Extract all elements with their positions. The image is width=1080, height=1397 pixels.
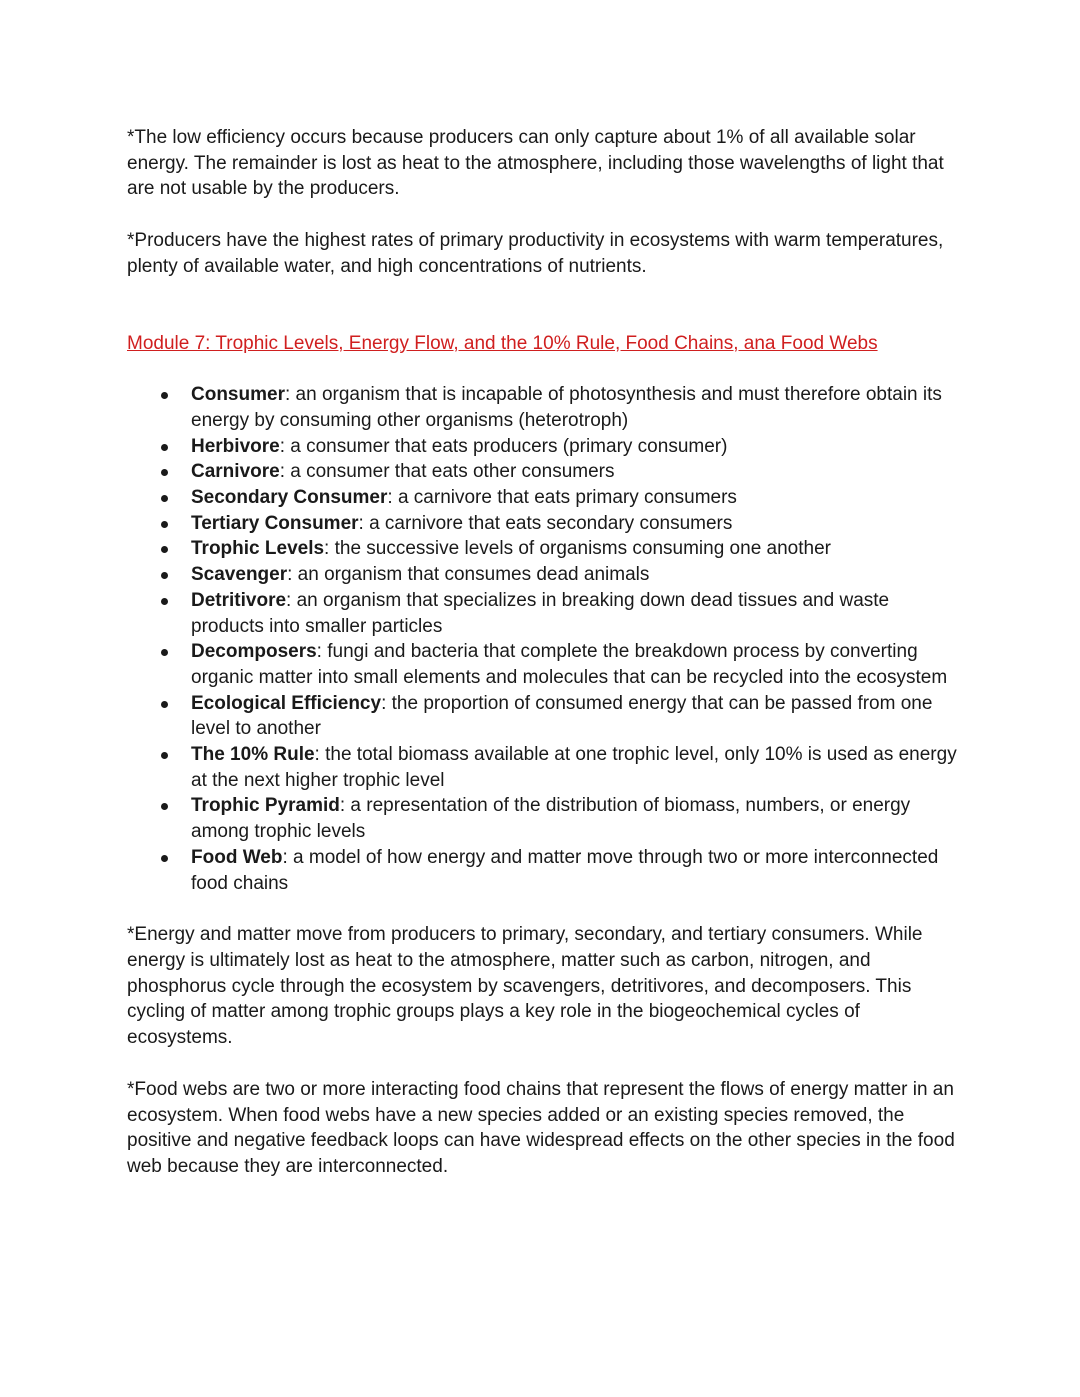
definition-term: Consumer — [191, 384, 285, 406]
definition-item — [191, 485, 957, 511]
definition-item — [191, 845, 957, 896]
definition-term: Trophic Pyramid — [191, 795, 340, 817]
definition-text: : a carnivore that eats secondary consumers — [358, 512, 733, 534]
definition-text: : a consumer that eats producers (primary consumer) — [279, 435, 728, 457]
definition-item — [191, 511, 957, 537]
definition-item — [191, 742, 957, 793]
definition-text: : the proportion of consumed energy that can be passed from one level to another — [191, 692, 933, 740]
definition-term: Scavenger — [191, 564, 288, 586]
definition-term: Decomposers — [191, 641, 317, 663]
module-heading-link[interactable]: Module 7: Trophic Levels, Energy Flow, and the 10% Rule, Food Chains, ana Food Webs — [127, 332, 878, 354]
definition-list — [127, 382, 957, 896]
definition-term: Herbivore — [191, 435, 280, 457]
definition-term: Secondary Consumer — [191, 487, 388, 509]
efficiency-paragraph: *The low efficiency occurs because producers can only capture about 1% of all available solar energy. The remainder is lost as heat to the atmosphere, including those wavelengths of light that are not usable by the producers. — [127, 127, 944, 200]
definition-item — [191, 382, 957, 433]
definition-text: : a representation of the distribution of biomass, numbers, or energy among trophic levels — [191, 795, 911, 843]
definition-term: Trophic Levels — [191, 538, 325, 560]
document-page — [127, 125, 957, 1180]
definition-item — [191, 562, 957, 588]
definition-item — [191, 588, 957, 639]
definition-item — [191, 459, 957, 485]
definition-text: : the successive levels of organisms consuming one another — [324, 538, 831, 560]
definition-text: : the total biomass available at one trophic level, only 10% is used as energy at the next higher trophic level — [191, 744, 957, 791]
definition-text: : an organism that specializes in breaking down dead tissues and waste products into smaller particles — [191, 589, 890, 637]
matter-cycle-paragraph: *Energy and matter move from producers to primary, secondary, and tertiary consumers. While energy is ultimately lost as heat to the atmosphere, matter such as carbon, nitrogen, and phosphorus cycle through the ecosystem by scavengers, detritivores, and decomposers. This cycling of matter among trophic groups plays a key role in the biogeochemical cycles of ecosystems. — [127, 924, 923, 1049]
definition-term: Tertiary Consumer — [191, 512, 359, 534]
definition-item — [191, 536, 957, 562]
definition-text: : an organism that is incapable of photosynthesis and must therefore obtain its energy by consuming other organisms (heterotroph) — [191, 384, 942, 431]
definition-item — [191, 434, 957, 460]
definition-text: : a consumer that eats other consumers — [279, 461, 615, 483]
definition-term: Detritivore — [191, 589, 287, 611]
definition-text: : a model of how energy and matter move through two or more interconnected food chains — [191, 846, 939, 894]
definition-term: Carnivore — [191, 461, 280, 483]
definition-item — [191, 639, 957, 690]
definition-text: : fungi and bacteria that complete the breakdown process by converting organic matter into small elements and molecules that can be recycled into the ecosystem — [191, 641, 948, 688]
food-web-paragraph: *Food webs are two or more interacting food chains that represent the flows of energy matter in an ecosystem. When food webs have a new species added or an existing species removed, the positive and negative feedback loops can have widespread effects on the other species in the food web because they are interconnected. — [127, 1078, 955, 1177]
definition-text: : an organism that consumes dead animals — [287, 564, 650, 586]
definition-text: : a carnivore that eats primary consumers — [387, 487, 737, 509]
definition-term: The 10% Rule — [191, 744, 315, 766]
definition-term: Food Web — [191, 846, 283, 868]
definition-item — [191, 793, 957, 844]
definition-term: Ecological Efficiency — [191, 692, 382, 714]
definition-item — [191, 691, 957, 742]
productivity-paragraph: *Producers have the highest rates of primary productivity in ecosystems with warm temperatures, plenty of available water, and high concentrations of nutrients. — [127, 230, 944, 277]
